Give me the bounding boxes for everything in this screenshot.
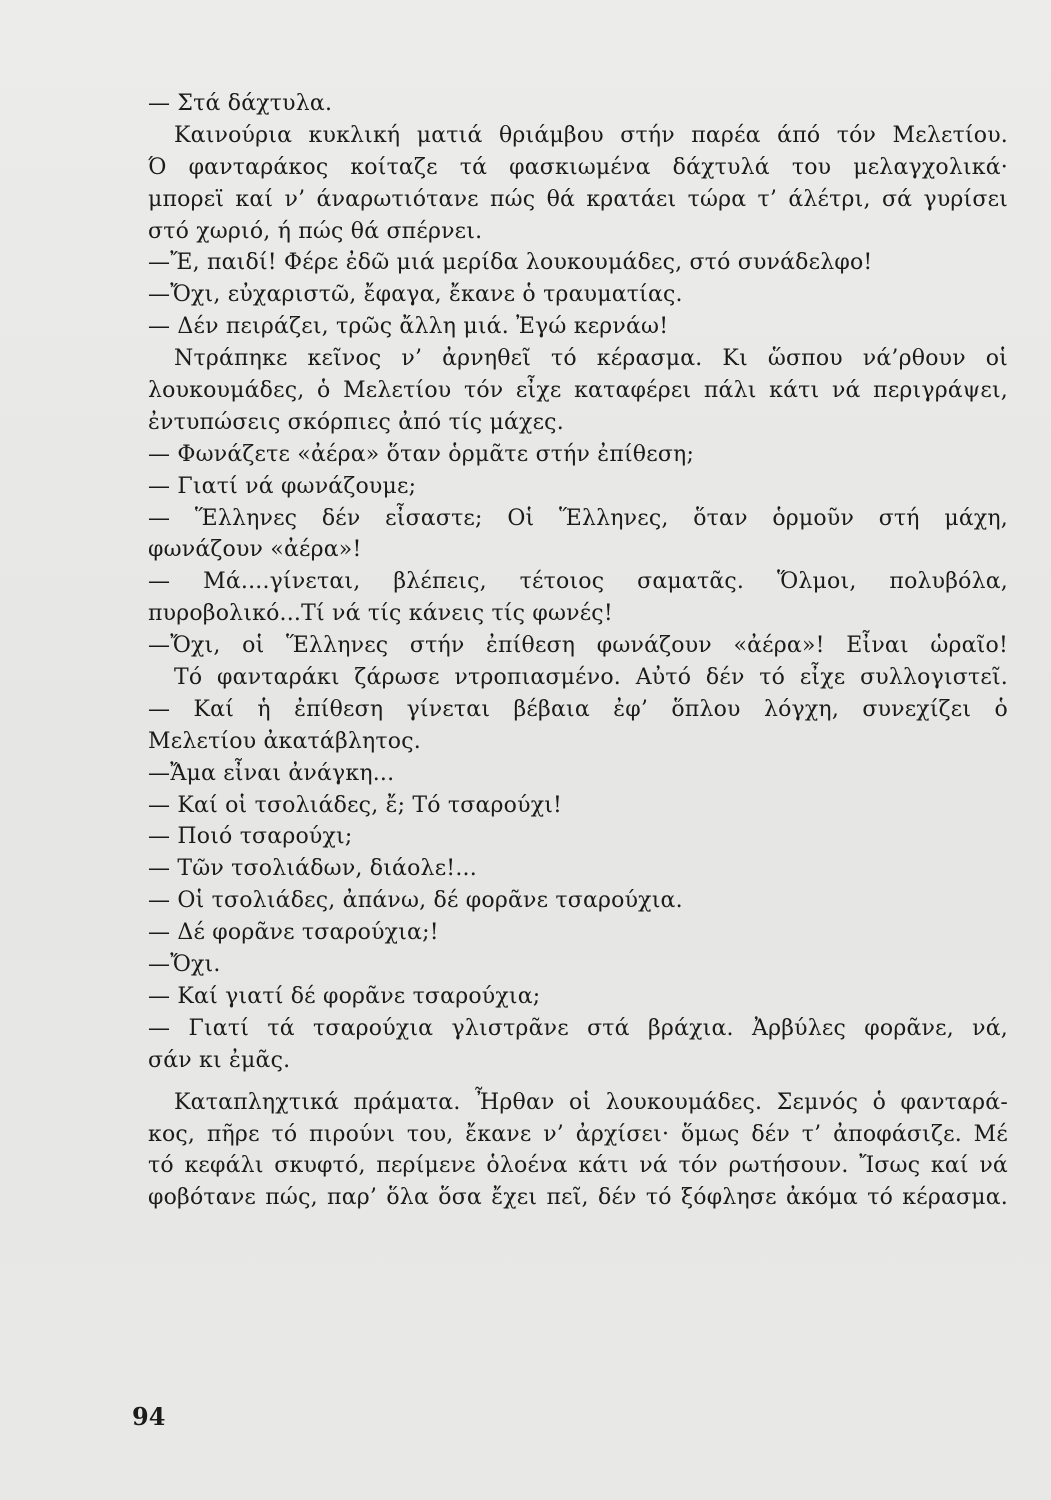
text-line: μπορεϊ καί ν’ άναρωτιότανε πώς θά κρατάει τώρα τ’ άλέτρι, σά γυρίσει (148, 186, 1008, 212)
text-line: — Δέν πειράζει, τρῶς ἄλλη μιά. Ἐγώ κερνάω! (148, 314, 669, 340)
text-line: —Ἔ, παιδί! Φέρε ἐδῶ μιά μερίδα λουκουμάδες, στό συνάδελφο! (148, 250, 873, 276)
text-line: — Μά....γίνεται, βλέπεις, τέτοιος σαματᾶς. Ὅλμοι, πολυβόλα, (148, 569, 1008, 595)
text-line: — Γιατί νά φωνάζουμε; (148, 473, 417, 499)
text-line: —Ὄχι, εὐχαριστῶ, ἔφαγα, ἔκανε ὁ τραυματίας. (148, 282, 683, 308)
text-line: Καινούρια κυκλική ματιά θριάμβου στήν παρέα άπό τόν Μελετίου. (174, 122, 1008, 148)
text-line: κος, πῆρε τό πιρούνι του, ἔκανε ν’ ἀρχίσει· ὅμως δέν τ’ ἀποφάσιζε. Μέ (148, 1121, 1008, 1147)
text-line: — Καί ἡ ἐπίθεση γίνεται βέβαια ἐφ’ ὅπλου λόγχη, συνεχίζει ὁ (148, 696, 1008, 722)
text-line: — Καί οἱ τσολιάδες, ἔ; Τό τσαρούχι! (148, 792, 563, 818)
text-line: Ντράπηκε κεῖνος ν’ ἀρνηθεῖ τό κέρασμα. Κι ὥσπου νά’ρθουν οἱ (174, 346, 1008, 372)
text-line: Ό φανταράκος κοίταζε τά φασκιωμένα δάχτυλά του μελαγχολικά· (148, 154, 1008, 180)
text-line: τό κεφάλι σκυφτό, περίμενε ὁλοένα κάτι νά τόν ρωτήσουν. Ἴσως καί νά (148, 1153, 1008, 1179)
text-line: — Στά δάχτυλα. (148, 91, 333, 116)
text-line: — Δέ φορᾶνε τσαρούχια;! (148, 920, 439, 946)
text-line: ἐντυπώσεις σκόρπιες ἀπό τίς μάχες. (148, 409, 564, 435)
text-line: — Οἱ τσολιάδες, ἀπάνω, δέ φορᾶνε τσαρούχια. (148, 888, 683, 914)
text-line: — Γιατί τά τσαρούχια γλιστρᾶνε στά βράχια. Ἀρβύλες φορᾶνε, νά, (148, 1015, 1008, 1041)
text-line: στό χωριό, ή πώς θά σπέρνει. (148, 218, 483, 244)
text-line: φωνάζουν «ἀέρα»! (148, 537, 362, 563)
text-line: —Ὄχι, οἱ Ἕλληνες στήν ἐπίθεση φωνάζουν «ἀέρα»! Εἶναι ὡραῖο! (148, 633, 1008, 659)
text-line: σάν κι ἐμᾶς. (148, 1047, 291, 1073)
text-line: — Φωνάζετε «ἀέρα» ὅταν ὁρμᾶτε στήν ἐπίθεση; (148, 441, 695, 467)
text-line: λουκουμάδες, ὁ Μελετίου τόν εἶχε καταφέρει πάλι κάτι νά περιγράψει, (148, 378, 1008, 404)
text-line: φοβότανε πώς, παρ’ ὅλα ὅσα ἔχει πεῖ, δέν τό ξόφλησε ἀκόμα τό κέρασμα. (148, 1185, 1008, 1211)
text-line: Καταπληχτικά πράματα. Ἦρθαν οἱ λουκουμάδες. Σεμνός ὁ φανταρά- (174, 1089, 1008, 1115)
text-line: — Καί γιατί δέ φορᾶνε τσαρούχια; (148, 983, 541, 1009)
text-line: — Ἕλληνες δέν εἶσαστε; Οἱ Ἕλληνες, ὅταν ὁρμοῦν στή μάχη, (148, 505, 1008, 531)
text-line: πυροβολικό...Τί νά τίς κάνεις τίς φωνές! (148, 601, 613, 627)
page-number: 94 (132, 1402, 166, 1431)
text-line: — Τῶν τσολιάδων, διάολε!... (148, 856, 477, 882)
text-line: Μελετίου ἀκατάβλητος. (148, 728, 421, 754)
text-line: — Ποιό τσαρούχι; (148, 824, 353, 850)
text-line: Τό φανταράκι ζάρωσε ντροπιασμένο. Αὐτό δέν τό εἶχε συλλογιστεῖ. (174, 665, 1008, 691)
text-line: —Ὄχι. (148, 952, 221, 978)
page-text (148, 88, 1008, 1214)
text-line: —Ἄμα εἶναι ἀνάγκη... (148, 760, 395, 786)
